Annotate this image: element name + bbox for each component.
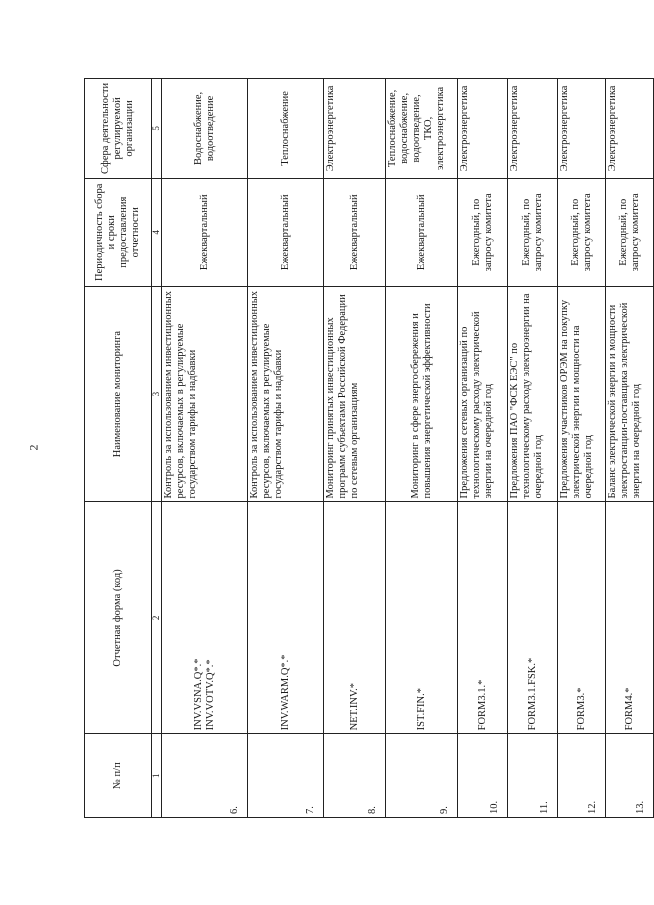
row-code-line: FORM3.* (575, 687, 587, 731)
row-code-line: INV.WARM.Q*.* (279, 654, 291, 731)
row-code-line: INV.VOTV.Q*.* (204, 659, 216, 731)
table-row (248, 79, 324, 818)
column-number: 1 (152, 734, 162, 818)
row-name: Предложения участников ОРЭМ на покупку электрической энергии и мощности на очередной год (558, 286, 606, 502)
table-row (386, 79, 458, 818)
row-code-line: FORM3.1.* (476, 679, 488, 731)
column-number: 2 (152, 502, 162, 734)
row-code (458, 502, 508, 734)
header-code: Отчетная форма (код) (85, 502, 152, 734)
row-code-line: IST.FIN.* (415, 688, 427, 731)
header-sphere: Сфера деятельности регулируемой организации (85, 79, 152, 179)
row-code (606, 502, 654, 734)
row-period: Ежегодный, по запросу комитета (558, 178, 606, 286)
row-period: Ежеквартальный (248, 178, 324, 286)
table-row (458, 79, 508, 818)
row-code (248, 502, 324, 734)
column-numbers-row (152, 79, 162, 818)
row-name: Баланс электрической энергии и мощности электростанции-поставщика электрической энергии на очередной год (606, 286, 654, 502)
row-sphere: Водоснабжение, водоотведение (162, 79, 248, 179)
header-period: Периодичность сбора и сроки предоставления отчетности (85, 178, 152, 286)
row-name: Предложения сетевых организаций по технологическому расходу электрической энергии на очередной год (458, 286, 508, 502)
row-name: Предложения ПАО "ФСК ЕЭС" по технологическому расходу электроэнергии на очередной год (508, 286, 558, 502)
row-sphere: Электроэнергетика (458, 79, 508, 179)
row-code-line: FORM3.1.FSK.* (526, 657, 538, 731)
row-num: 13. (606, 734, 654, 818)
row-code-line: INV.VSNA.Q*.* (192, 658, 204, 731)
row-num: 7. (248, 734, 324, 818)
rotated-table-container (84, 78, 646, 818)
table-row (508, 79, 558, 818)
row-code (162, 502, 248, 734)
row-num: 12. (558, 734, 606, 818)
row-period: Ежеквартальный (162, 178, 248, 286)
row-num: 9. (386, 734, 458, 818)
table-row (324, 79, 386, 818)
row-period: Ежегодный, по запросу комитета (508, 178, 558, 286)
page-number: 2 (26, 444, 41, 451)
header-row (85, 79, 152, 818)
row-num: 10. (458, 734, 508, 818)
row-name: Мониторинг принятых инвестиционных программ субъектами Российской Федерации по сетевым организациям (324, 286, 386, 502)
row-num: 8. (324, 734, 386, 818)
row-name: Контроль за использованием инвестиционных ресурсов, включаемых в регулируемые государством тарифы и надбавки (162, 286, 248, 502)
row-code (508, 502, 558, 734)
row-code-line: FORM4.* (623, 687, 635, 731)
row-num: 11. (508, 734, 558, 818)
row-code-line: NET.INV.* (348, 682, 360, 731)
row-period: Ежегодный, по запросу комитета (458, 178, 508, 286)
header-name: Наименование мониторинга (85, 286, 152, 502)
table-row (162, 79, 248, 818)
table-row (558, 79, 606, 818)
row-sphere: Электроэнергетика (508, 79, 558, 179)
column-number: 4 (152, 178, 162, 286)
row-sphere: Электроэнергетика (558, 79, 606, 179)
row-sphere: Электроэнергетика (606, 79, 654, 179)
row-sphere: Теплоснабжение (248, 79, 324, 179)
row-sphere: Электроэнергетика (324, 79, 386, 179)
row-name: Контроль за использованием инвестиционных ресурсов, включаемых в регулируемые государством тарифы и надбавки (248, 286, 324, 502)
monitoring-table (84, 78, 654, 818)
column-number: 5 (152, 79, 162, 179)
table-row (606, 79, 654, 818)
row-name: Мониторинг в сфере энергосбережения и повышения энергетической эффективности (386, 286, 458, 502)
row-period: Ежеквартальный (386, 178, 458, 286)
row-code (558, 502, 606, 734)
column-number: 3 (152, 286, 162, 502)
row-sphere: Теплоснабжение, водоснабжение, водоотведение, ТКО, электроэнергетика (386, 79, 458, 179)
row-period: Ежегодный, по запросу комитета (606, 178, 654, 286)
row-period: Ежеквартальный (324, 178, 386, 286)
row-code (386, 502, 458, 734)
header-num: № п/п (85, 734, 152, 818)
row-code (324, 502, 386, 734)
row-num: 6. (162, 734, 248, 818)
